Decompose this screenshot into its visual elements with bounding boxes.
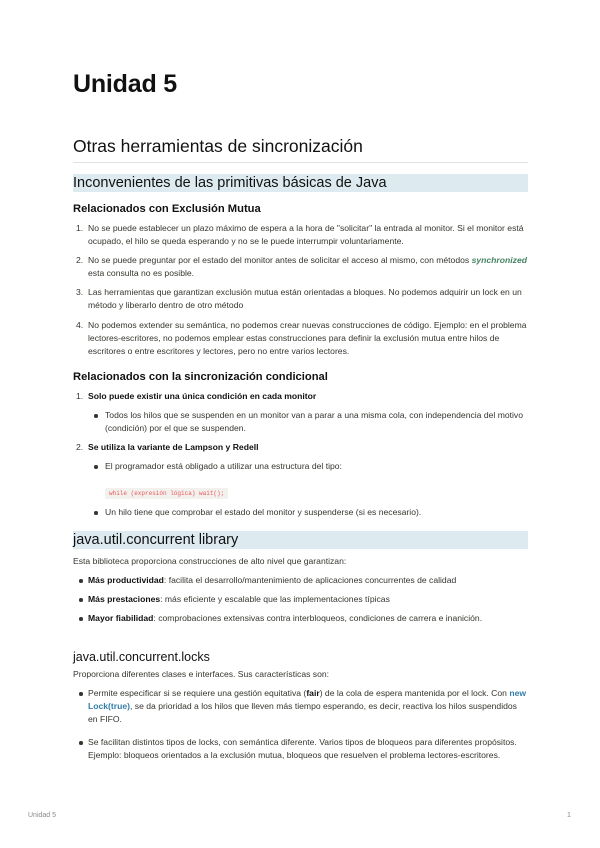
paragraph: Esta biblioteca proporciona construcciones de alto nivel que garantizan: [73, 556, 347, 566]
heading-sincronizacion-condicional: Relacionados con la sincronización condicional [73, 371, 328, 383]
bullet-icon [94, 414, 98, 418]
heading-exclusion-mutua: Relacionados con Exclusión Mutua [73, 203, 261, 215]
code-new-lock: new Lock(true) [88, 688, 527, 711]
bullet-icon [79, 598, 83, 602]
subsection-heading-library: java.util.concurrent library [73, 531, 528, 549]
code-snippet: while (expresión lógica) wait(); [105, 488, 228, 499]
paragraph: Proporciona diferentes clases e interfaces. Sus características son: [73, 669, 330, 679]
bullet-icon [79, 617, 83, 621]
page-title: Unidad 5 [73, 70, 177, 98]
page-number: 1 [567, 812, 571, 819]
bullet-icon [94, 465, 98, 469]
footer-title: Unidad 5 [28, 812, 57, 819]
bullet-icon [79, 579, 83, 583]
section-heading: Otras herramientas de sincronización [73, 136, 528, 163]
keyword-synchronized: synchronized [471, 255, 527, 265]
bullet-icon [79, 692, 83, 696]
bullet-icon [79, 741, 83, 745]
bullet-icon [94, 511, 98, 515]
heading-locks: java.util.concurrent.locks [73, 650, 210, 664]
subsection-heading-inconvenientes: Inconvenientes de las primitivas básicas de Java [73, 174, 528, 192]
